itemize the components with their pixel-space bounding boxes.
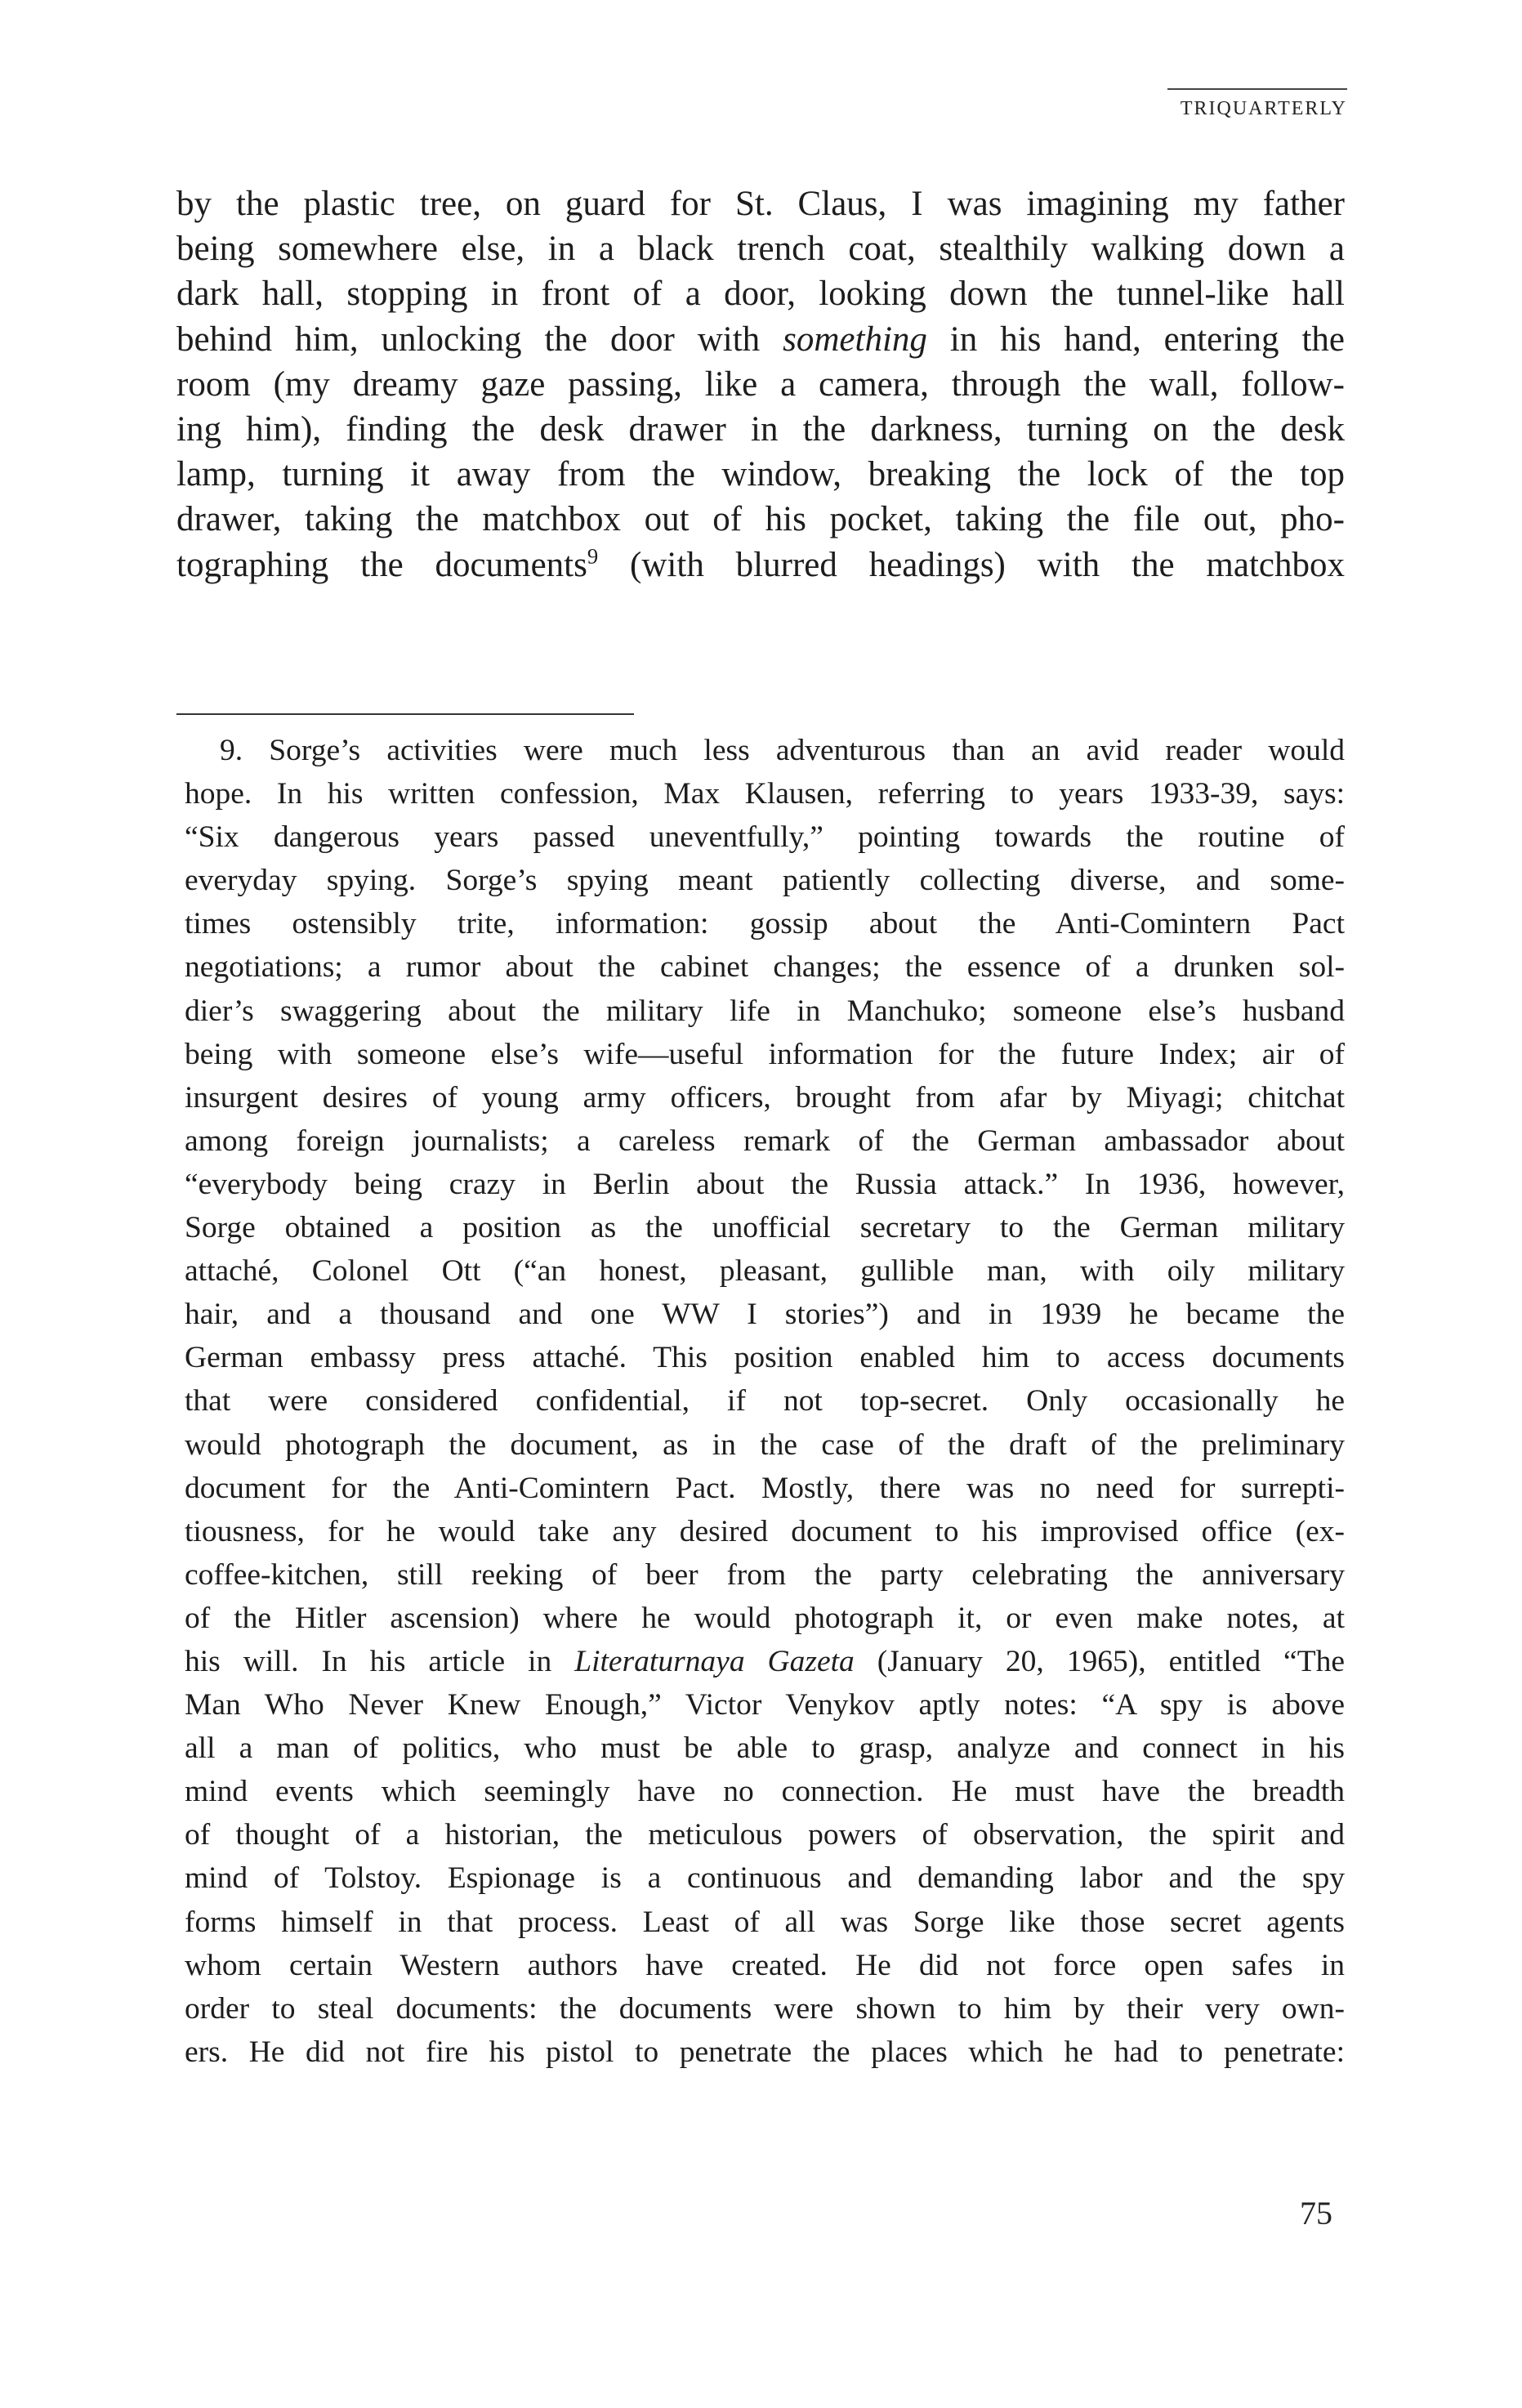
footnote-line: 9. Sorge’s activities were much less adventurous than an avid reader would bbox=[220, 734, 1345, 767]
footnote-line: mind events which seemingly have no connection. He must have the breadth bbox=[185, 1775, 1345, 1809]
main-line: room (my dreamy gaze passing, like a camera, through the wall, follow- bbox=[176, 364, 1345, 404]
main-line-segment: behind him, unlocking the door with bbox=[176, 319, 783, 359]
footnote-line: everyday spying. Sorge’s spying meant patiently collecting diverse, and some- bbox=[185, 864, 1345, 898]
main-line: by the plastic tree, on guard for St. Claus, I was imagining my father bbox=[176, 185, 1345, 223]
footnote-line: that were considered confidential, if not top-secret. Only occasionally he bbox=[185, 1384, 1345, 1418]
footnote-line: of the Hitler ascension) where he would photograph it, or even make notes, at bbox=[185, 1601, 1345, 1635]
footnote-line: insurgent desires of young army officers, brought from afar by Miyagi; chitchat bbox=[185, 1080, 1345, 1115]
running-head: TRIQUARTERLY bbox=[1180, 98, 1347, 119]
footnote-line: dier’s swaggering about the military life in Manchuko; someone else’s husband bbox=[185, 994, 1345, 1028]
footnote-marker: 9 bbox=[587, 543, 599, 569]
page-number: 75 bbox=[1300, 2195, 1332, 2232]
footnote-line: German embassy press attaché. This position enabled him to access documents bbox=[185, 1341, 1345, 1375]
footnote-line: among foreign journalists; a careless remark of the German ambassador about bbox=[185, 1124, 1345, 1158]
footnote-line: “everybody being crazy in Berlin about the Russia attack.” In 1936, however, bbox=[185, 1167, 1345, 1201]
footnote bbox=[185, 729, 1345, 2074]
footnote-line: mind of Tolstoy. Espionage is a continuous and demanding labor and the spy bbox=[185, 1861, 1345, 1896]
footnote-line: forms himself in that process. Least of all was Sorge like those secret agents bbox=[185, 1905, 1345, 1939]
footnote-line: Sorge obtained a position as the unofficial secretary to the German military bbox=[185, 1211, 1345, 1245]
footnote-line bbox=[185, 1640, 1345, 1683]
main-line: being somewhere else, in a black trench coat, stealthily walking down a bbox=[176, 230, 1345, 269]
footnote-line: all a man of politics, who must be able to grasp, analyze and connect in his bbox=[185, 1731, 1345, 1766]
footnote-line: being with someone else’s wife—useful information for the future Index; air of bbox=[185, 1037, 1345, 1071]
footnote-line: hope. In his written confession, Max Klausen, referring to years 1933-39, says: bbox=[185, 777, 1345, 811]
main-line: dark hall, stopping in front of a door, looking down the tunnel-like hall bbox=[176, 275, 1345, 314]
footnote-line-segment: his will. In his article in bbox=[185, 1644, 575, 1678]
main-line bbox=[176, 317, 1345, 362]
footnote-line: ers. He did not fire his pistol to penetrate the places which he had to penetrate: bbox=[185, 2035, 1345, 2069]
footnote-line: document for the Anti-Comintern Pact. Mostly, there was no need for surrepti- bbox=[185, 1471, 1345, 1505]
italic-word: something bbox=[783, 319, 927, 359]
footnote-line: would photograph the document, as in the case of the draft of the preliminary bbox=[185, 1427, 1345, 1462]
main-line bbox=[176, 543, 1345, 587]
main-line: ing him), finding the desk drawer in the darkness, turning on the desk bbox=[176, 409, 1345, 449]
main-line-segment: tographing the documents bbox=[176, 545, 587, 584]
main-line-segment: in his hand, entering the bbox=[926, 319, 1346, 359]
footnote-line: tiousness, for he would take any desired document to his improvised office (ex- bbox=[185, 1514, 1345, 1548]
footnote-line: attaché, Colonel Ott (“an honest, pleasant, gullible man, with oily military bbox=[185, 1254, 1345, 1289]
footnote-rule bbox=[176, 713, 634, 715]
footnote-line: coffee-kitchen, still reeking of beer from the party celebrating the anniversary bbox=[185, 1557, 1345, 1592]
main-line-segment: (with blurred headings) with the matchbox bbox=[630, 545, 1345, 584]
footnote-line: Man Who Never Knew Enough,” Victor Venykov aptly notes: “A spy is above bbox=[185, 1688, 1345, 1722]
footnote-line: whom certain Western authors have created. He did not force open safes in bbox=[185, 1948, 1345, 1982]
main-line: drawer, taking the matchbox out of his pocket, taking the file out, pho- bbox=[176, 500, 1345, 539]
footnote-line: hair, and a thousand and one WW I stories”) and in 1939 he became the bbox=[185, 1298, 1345, 1332]
footnote-line-segment: (January 20, 1965), entitled “The bbox=[877, 1644, 1345, 1678]
main-text bbox=[176, 181, 1345, 587]
footnote-line: “Six dangerous years passed uneventfully,” pointing towards the routine of bbox=[185, 820, 1345, 855]
footnote-line: times ostensibly trite, information: gossip about the Anti-Comintern Pact bbox=[185, 907, 1345, 941]
italic-title: Literaturnaya Gazeta bbox=[574, 1644, 855, 1678]
running-head-rule bbox=[1167, 88, 1347, 90]
main-line: lamp, turning it away from the window, breaking the lock of the top bbox=[176, 455, 1345, 494]
footnote-line: of thought of a historian, the meticulous powers of observation, the spirit and bbox=[185, 1818, 1345, 1852]
footnote-line: negotiations; a rumor about the cabinet changes; the essence of a drunken sol- bbox=[185, 950, 1345, 985]
footnote-line: order to steal documents: the documents were shown to him by their very own- bbox=[185, 1991, 1345, 2026]
